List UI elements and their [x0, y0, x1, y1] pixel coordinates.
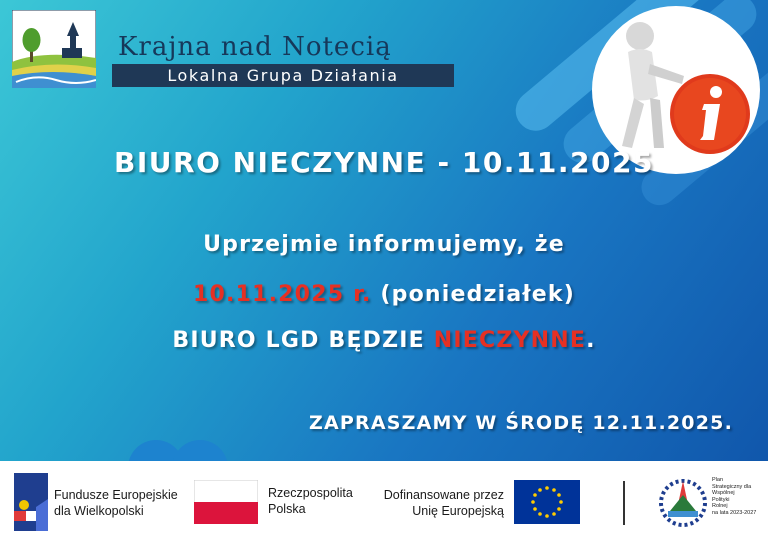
polish-flag-icon [194, 480, 258, 524]
logo-title: Krajna nad Notecią [118, 32, 392, 62]
ps-line-6: na lata 2023-2027 [712, 509, 757, 516]
closed-weekday: (poniedziałek) [371, 282, 575, 307]
eu-text [374, 487, 504, 519]
message-line-3-suffix: . [586, 328, 596, 353]
ps-line-3: Wspólnej [712, 490, 735, 497]
closed-status: NIECZYNNE [433, 328, 587, 353]
ps-line-2: Strategiczny dla [712, 483, 752, 490]
message-line-3-prefix: BIURO LGD BĘDZIE [172, 328, 434, 353]
invite-text: ZAPRASZAMY W ŚRODĘ 12.11.2025. [308, 412, 733, 434]
eu-line-2: Unię Europejską [412, 504, 504, 518]
rp-line-2: Polska [268, 502, 306, 516]
footer-divider [623, 481, 625, 525]
logo-subtitle: Lokalna Grupa Działania [112, 64, 454, 87]
closed-date: 10.11.2025 r. [193, 282, 372, 307]
ps-wpr-logo-icon [658, 475, 708, 529]
krajna-logo-icon [12, 10, 96, 88]
message-line-2 [0, 282, 768, 307]
message-line-3 [0, 328, 768, 353]
headline: BIURO NIECZYNNE - 10.11.2025 [114, 146, 654, 179]
fe-line-1: Fundusze Europejskie [54, 488, 178, 502]
fe-text [54, 487, 178, 519]
funding-footer [0, 461, 768, 543]
rp-line-1: Rzeczpospolita [268, 486, 353, 500]
ps-text [712, 477, 756, 517]
fe-line-2: dla Wielkopolski [54, 504, 144, 518]
eu-flag-icon [514, 480, 580, 524]
rp-text [268, 485, 353, 517]
ps-line-4: Polityki [712, 496, 730, 503]
fe-logo-icon [14, 473, 48, 531]
eu-line-1: Dofinansowane przez [383, 488, 504, 502]
ps-line-5: Rolnej [712, 503, 728, 510]
message-line-1: Uprzejmie informujemy, że [203, 232, 565, 257]
ps-line-1: Plan [712, 477, 724, 483]
